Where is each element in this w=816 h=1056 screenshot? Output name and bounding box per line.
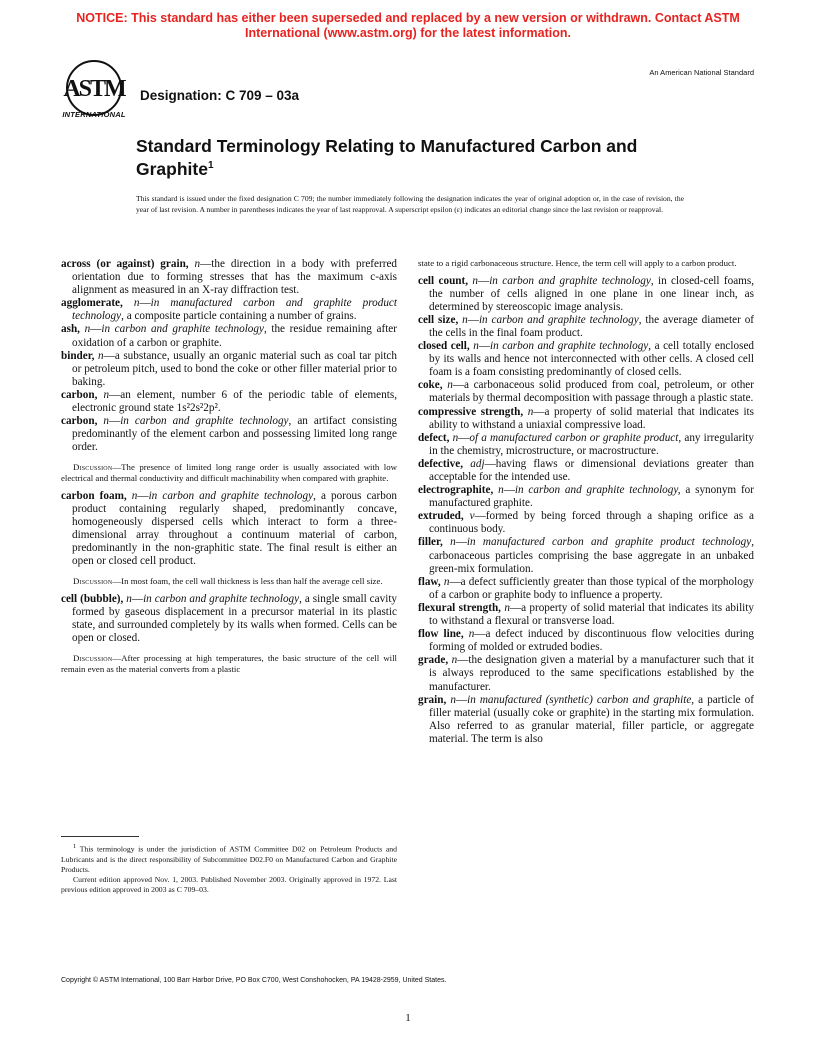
term-definition: having flaws or dimensional deviations greater than acceptable for the intended use. bbox=[429, 457, 755, 483]
term-definition: an element, number 6 of the periodic table of elements, electronic ground state 1s²2s²2p². bbox=[72, 388, 398, 415]
term-definition: a defect sufficiently greater than those typical of the morphology of a carbon or graphite body to influence a property. bbox=[429, 575, 755, 601]
term-context: in carbon and graphite technology bbox=[489, 274, 651, 287]
term-context: in manufactured (synthetic) carbon and graphite bbox=[467, 693, 692, 706]
term-entry: electrographite, n—in carbon and graphite technology, a synonym for manufactured graphite. bbox=[418, 484, 754, 510]
term-name: carbon foam, bbox=[61, 489, 127, 502]
term-definition: a synonym for manufactured graphite. bbox=[429, 484, 754, 510]
term-name: cell size, bbox=[418, 313, 459, 326]
term-entry: ash, n—in carbon and graphite technology, the residue remaining after oxidation of a carbon or graphite. bbox=[61, 323, 397, 349]
part-of-speech: n bbox=[133, 297, 140, 310]
term-context: in carbon and graphite technology bbox=[148, 489, 314, 502]
issuance-note: This standard is issued under the fixed designation C 709; the number immediately following the designation indicates the year of original adoption or, in the case of revision, the year of last revision. A number in parentheses indicates the year of last reapproval. A superscript epsilon (ε) indicates an editorial change since the last revision or reapproval. bbox=[136, 194, 684, 214]
part-of-speech: n bbox=[131, 489, 138, 502]
term-context: in manufactured carbon and graphite product technology bbox=[72, 297, 397, 323]
term-definition: a property of solid material that indicates its ability to withstand a uniaxial compressive load. bbox=[429, 405, 755, 431]
term-definition: , a single small cavity formed by gaseous displacement in a precursor material in its plastic state, and surrounded completely by its walls when formed. Cells can be open or closed. bbox=[72, 592, 398, 645]
term-definition: , a porous carbon product containing regularly shaped, predominantly concave, homogeneously dispersed cells which interact to form a three-dimensional array throughout a continuum material of carbon, predominantly in the non-graphitic state. The final result is either an open or closed cell product. bbox=[72, 489, 398, 568]
discussion-text: —After processing at high temperatures, the basic structure of the cell will remain even as the material converts from a plastic bbox=[61, 653, 397, 674]
part-of-speech: n bbox=[103, 415, 109, 428]
part-of-speech: n bbox=[126, 592, 132, 605]
term-name: cell (bubble), bbox=[61, 592, 124, 605]
term-context: in carbon and graphite technology bbox=[120, 415, 289, 428]
term-name: carbon, bbox=[61, 388, 98, 401]
term-name: closed cell, bbox=[418, 340, 470, 353]
part-of-speech: n bbox=[103, 388, 110, 401]
document-title bbox=[136, 136, 696, 179]
term-context: in carbon and graphite technology, bbox=[514, 484, 681, 497]
term-context: in carbon and graphite technology bbox=[478, 313, 639, 326]
term-definition: a defect induced by discontinuous flow velocities during forming of molded or extruded bodies. bbox=[429, 628, 754, 654]
term-entry: flaw, n—a defect sufficiently greater than those typical of the morphology of a carbon or graphite body to influence a property. bbox=[418, 575, 755, 601]
discussion-continuation: state to a rigid carbonaceous structure. Hence, the term cell will apply to a carbon product. bbox=[418, 258, 737, 268]
footnote-divider bbox=[61, 836, 139, 837]
term-entry: binder, n—a substance, usually an organic material such as coal tar pitch or petroleum pitch, used to bond the coke or other filler material prior to baking. bbox=[61, 349, 397, 388]
footnote-text bbox=[61, 842, 397, 875]
term-entry: filler, n—in manufactured carbon and graphite product technology, carbonaceous particles comprising the base aggregate in an unbaked green-mix formulation. bbox=[418, 536, 754, 575]
term-definition: formed by being forced through a shaping orifice as a continuous body. bbox=[429, 510, 755, 536]
term-name: grade, bbox=[418, 654, 449, 667]
term-entry: flow line, n—a defect induced by discontinuous flow velocities during forming of molded or extruded bodies. bbox=[418, 628, 754, 654]
title-footnote-marker: 1 bbox=[207, 160, 214, 171]
term-entry: carbon, n—an element, number 6 of the periodic table of elements, electronic ground state 1s²2s²2p². bbox=[61, 388, 398, 415]
term-entry: compressive strength, n—a property of solid material that indicates its ability to withstand a uniaxial compressive load. bbox=[418, 405, 755, 431]
term-context: in carbon and graphite technology bbox=[143, 592, 300, 605]
term-entry: cell size, n—in carbon and graphite technology, the average diameter of the cells in the final foam product. bbox=[418, 313, 755, 339]
left-column bbox=[61, 258, 397, 680]
term-name: ash, bbox=[61, 323, 80, 336]
part-of-speech: n bbox=[527, 405, 534, 418]
term-name: grain, bbox=[418, 693, 447, 706]
term-entry: grain, n—in manufactured (synthetic) carbon and graphite, a particle of filler material (usually coke or graphite) in the starting mix formulation. Also referred to as granular material, filler particle, or aggregate material. The term is also bbox=[418, 693, 754, 745]
term-name: across (or against) grain, bbox=[61, 258, 189, 270]
discussion-note bbox=[61, 576, 397, 587]
discussion-label: Discussion bbox=[73, 462, 113, 473]
term-definition: a property of solid material that indicates its ability to withstand a flexural or transverse load. bbox=[429, 601, 754, 628]
footnote-body: This terminology is under the jurisdiction of ASTM Committee D02 on Petroleum Products and Lubricants and is the direct responsibility of Subcommittee D02.F0 on Manufactured Carbon and Graphite Products. bbox=[61, 844, 397, 874]
term-entry: agglomerate, n—in manufactured carbon and graphite product technology, a composite particle containing a number of grains. bbox=[61, 297, 397, 323]
term-name: defective, bbox=[418, 457, 464, 470]
term-context: in carbon and graphite technology bbox=[490, 340, 649, 353]
part-of-speech: n bbox=[498, 484, 504, 497]
term-name: flaw, bbox=[418, 575, 441, 588]
term-name: coke, bbox=[418, 379, 443, 392]
term-entry: coke, n—a carbonaceous solid produced from coal, petroleum, or other materials by thermal decomposition with passage through a plastic state. bbox=[418, 379, 754, 405]
discussion-label: Discussion bbox=[73, 576, 113, 587]
discussion-note bbox=[61, 462, 397, 483]
term-name: agglomerate, bbox=[61, 297, 123, 310]
term-definition: , the residue remaining after oxidation of a carbon or graphite. bbox=[72, 323, 397, 349]
discussion-text: —The presence of limited long range order is usually associated with low electrical and thermal conductivity and difficult machinability when compared with graphite. bbox=[61, 462, 397, 483]
term-definition: , a composite particle containing a number of grains. bbox=[121, 310, 357, 323]
term-definition: , an artifact consisting predominantly of the element carbon and possessing limited long range order. bbox=[72, 415, 398, 454]
footnote-edition: Current edition approved Nov. 1, 2003. Published November 2003. Originally approved in 1972. Last previous edition approved in 2003 as C 709–03. bbox=[61, 874, 397, 894]
term-entry: flexural strength, n—a property of solid material that indicates its ability to withstand a flexural or transverse load. bbox=[418, 601, 754, 628]
term-definition: a carbonaceous solid produced from coal, petroleum, or other materials by thermal decomposition with passage through a plastic state. bbox=[429, 379, 754, 405]
term-entry: cell (bubble), n—in carbon and graphite technology, a single small cavity formed by gaseous displacement in a precursor material in its plastic state, and surrounded completely by its walls when formed. Cells can be open or closed. bbox=[61, 592, 398, 645]
copyright: Copyright © ASTM International, 100 Barr Harbor Drive, PO Box C700, West Conshohocken, PA 19428-2959, United States. bbox=[61, 977, 447, 984]
term-entry: extruded, v—formed by being forced through a shaping orifice as a continuous body. bbox=[418, 510, 755, 536]
term-definition: a substance, usually an organic material such as coal tar pitch or petroleum pitch, used to bond the coke or other filler material prior to baking. bbox=[72, 349, 397, 388]
logo-caption: INTERNATIONAL bbox=[62, 110, 126, 119]
term-name: filler, bbox=[418, 536, 443, 549]
term-entry: defective, adj—having flaws or dimensional deviations greater than acceptable for the intended use. bbox=[418, 457, 755, 483]
term-name: compressive strength, bbox=[418, 405, 524, 418]
term-name: extruded, bbox=[418, 510, 464, 523]
term-name: flexural strength, bbox=[418, 601, 501, 614]
discussion-text: —In most foam, the cell wall thickness is less than half the average cell size. bbox=[112, 576, 383, 587]
part-of-speech: n bbox=[504, 601, 510, 614]
term-entry: cell count, n—in carbon and graphite technology, in closed-cell foams, the number of cells aligned in one plane in one linear inch, as determined by stereoscopic image analysis. bbox=[418, 274, 755, 313]
term-name: flow line, bbox=[418, 628, 464, 641]
term-entry: carbon, n—in carbon and graphite technology, an artifact consisting predominantly of the element carbon and possessing limited long range order. bbox=[61, 415, 398, 454]
withdrawn-notice: NOTICE: This standard has either been superseded and replaced by a new version or withdrawn. Contact ASTM International (www.astm.org) for the latest information. bbox=[76, 11, 740, 40]
part-of-speech: n bbox=[473, 340, 479, 353]
term-definition: , a particle of filler material (usually coke or graphite) in the starting mix formulation. Also referred to as granular material, filler particle, or aggregate material. The term is also bbox=[429, 693, 754, 745]
term-definition: , carbonaceous particles comprising the base aggregate in an unbaked green-mix formulation. bbox=[429, 536, 754, 575]
part-of-speech: n bbox=[450, 693, 456, 706]
term-name: cell count, bbox=[418, 274, 469, 287]
discussion-label: Discussion bbox=[73, 653, 113, 664]
part-of-speech: v bbox=[469, 510, 475, 523]
part-of-speech: n bbox=[450, 536, 456, 549]
term-definition: the direction in a body with preferred orientation due to forming stresses that has the maximum c-axis alignment as measured in an X-ray diffraction test. bbox=[72, 258, 398, 297]
term-name: carbon, bbox=[61, 415, 98, 428]
term-entry: carbon foam, n—in carbon and graphite technology, a porous carbon product containing regularly shaped, predominantly concave, homogeneously dispersed cells which interact to form a three-dimensional array throughout a continuum material of carbon, predominantly in the non-graphitic state. The final result is either an open or closed cell product. bbox=[61, 489, 398, 568]
term-definition: , in closed-cell foams, the number of cells aligned in one plane in one linear inch, as determined by stereoscopic image analysis. bbox=[429, 274, 755, 313]
part-of-speech: n bbox=[98, 349, 104, 362]
designation: Designation: C 709 – 03a bbox=[140, 88, 300, 103]
term-name: defect, bbox=[418, 431, 450, 444]
term-name: binder, bbox=[61, 349, 95, 362]
part-of-speech: n bbox=[451, 654, 458, 667]
discussion-note bbox=[61, 653, 397, 674]
term-definition: , the average diameter of the cells in the final foam product. bbox=[429, 313, 755, 339]
term-name: electrographite, bbox=[418, 484, 494, 497]
national-standard-label: An American National Standard bbox=[649, 68, 754, 77]
part-of-speech: n bbox=[468, 628, 475, 641]
term-context: in manufactured carbon and graphite product technology bbox=[466, 536, 752, 549]
part-of-speech: n bbox=[443, 575, 450, 588]
term-definition: , any irregularity in the chemistry, microstructure, or macrostructure. bbox=[429, 431, 755, 457]
part-of-speech: n bbox=[472, 274, 479, 287]
term-definition: the designation given a material by a manufacturer such that it is always reproduced to the same specifications established by the manufacturer. bbox=[429, 654, 755, 693]
footnote-marker: 1 bbox=[73, 843, 77, 850]
part-of-speech: n bbox=[84, 323, 91, 336]
title-text: Standard Terminology Relating to Manufactured Carbon and Graphite bbox=[136, 136, 638, 179]
part-of-speech: n bbox=[194, 258, 201, 270]
page-number: 1 bbox=[405, 1012, 411, 1024]
part-of-speech: adj bbox=[470, 457, 485, 470]
term-definition: , a cell totally enclosed by its walls and hence not interconnected with other cells. A closed cell foam is a foam consisting predominantly of closed cells. bbox=[429, 340, 755, 379]
term-entry: across (or against) grain, n—the direction in a body with preferred orientation due to forming stresses that has the maximum c-axis alignment as measured in an X-ray diffraction test. bbox=[61, 258, 398, 297]
footnote bbox=[61, 842, 397, 895]
part-of-speech: n bbox=[452, 431, 459, 444]
term-entry: closed cell, n—in carbon and graphite technology, a cell totally enclosed by its walls and hence not interconnected with other cells. A closed cell foam is a foam consisting predominantly of closed cells. bbox=[418, 340, 755, 379]
part-of-speech: n bbox=[447, 379, 453, 392]
term-entry: defect, n—of a manufactured carbon or graphite product, any irregularity in the chemistry, microstructure, or macrostructure. bbox=[418, 431, 755, 457]
term-context: of a manufactured carbon or graphite product bbox=[469, 431, 679, 444]
logo-lettering: ASTM bbox=[63, 76, 125, 102]
part-of-speech: n bbox=[462, 313, 468, 326]
term-entry: grade, n—the designation given a material by a manufacturer such that it is always reproduced to the same specifications established by the manufacturer. bbox=[418, 654, 755, 693]
term-context: in carbon and graphite technology bbox=[101, 323, 264, 336]
right-column bbox=[418, 258, 754, 746]
